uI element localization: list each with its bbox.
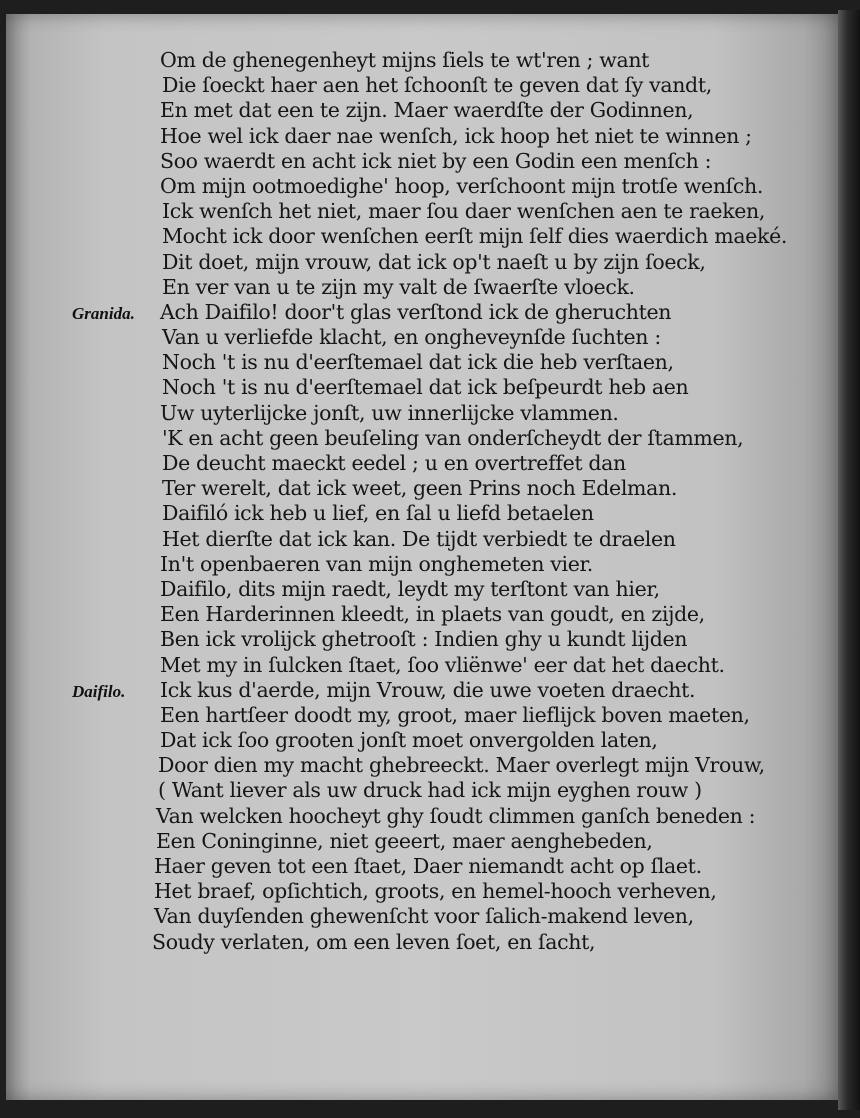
paper-page — [6, 14, 838, 1100]
verse-text: Soo waerdt en acht ick niet by een Godin een menſch : — [160, 148, 712, 173]
verse-line — [6, 552, 838, 577]
verse-text: Van welcken hoocheyt ghy ſoudt climmen ganſch beneden : — [156, 803, 756, 828]
verse-line — [6, 627, 838, 652]
verse-text: En met dat een te zijn. Maer waerdſte der Godinnen, — [160, 98, 694, 123]
verse-line — [6, 476, 838, 501]
verse-text: Ben ick vrolijck ghetrooſt : Indien ghy u kundt lijden — [160, 627, 688, 652]
verse-text: Dat ick ſoo grooten jonſt moet onvergolden laten, — [160, 728, 658, 753]
verse-text: Dit doet, mijn vrouw, dat ick op't naeſt u by zijn ſoeck, — [162, 249, 706, 274]
verse-line — [6, 527, 838, 552]
verse-line — [6, 829, 838, 854]
verse-text: ( Want liever als uw druck had ick mijn eyghen rouw ) — [158, 778, 702, 803]
verse-line — [6, 250, 838, 275]
verse-text: Ick kus d'aerde, mijn Vrouw, die uwe voeten draecht. — [160, 677, 696, 702]
verse-text: Een Harderinnen kleedt, in plaets van goudt, en zijde, — [160, 602, 705, 627]
verse-text: Mocht ick door wenſchen eerſt mijn ſelf dies waerdich maeké. — [162, 224, 788, 249]
verse-line — [6, 375, 838, 400]
verse-text: De deucht maeckt eedel ; u en overtreffet dan — [162, 451, 626, 475]
verse-line — [6, 48, 838, 73]
verse-text: Een Coninginne, niet geeert, maer aenghebeden, — [156, 828, 653, 853]
verse-line — [6, 778, 838, 803]
verse-line — [6, 174, 838, 199]
verse-text: Door dien my macht ghebreeckt. Maer overlegt mijn Vrouw, — [158, 753, 765, 778]
verse-line — [6, 149, 838, 174]
verse-line — [6, 224, 838, 249]
verse-text: Om mijn ootmoedighe' hoop, verſchoont mijn trotſe wenſch. — [160, 173, 764, 198]
verse-text: Noch 't is nu d'eerſtemael dat ick die heb verſtaen, — [162, 350, 674, 375]
verse-line — [6, 350, 838, 375]
verse-text: Soudy verlaten, om een leven ſoet, en ſacht, — [152, 929, 596, 954]
verse-line — [6, 703, 838, 728]
speaker-label-daifilo: Daifilo. — [72, 681, 126, 701]
verse-line — [6, 73, 838, 98]
verse-line — [6, 577, 838, 602]
verse-line — [6, 401, 838, 426]
book-spine-shadow — [838, 10, 860, 1110]
verse-text: Met my in ſulcken ſtaet, ſoo vliënwe' eer dat het daecht. — [160, 652, 725, 677]
verse-line — [6, 728, 838, 753]
verse-line — [6, 300, 838, 325]
verse-line — [6, 426, 838, 451]
verse-text: Noch 't is nu d'eerſtemael dat ick beſpeurdt heb aen — [162, 375, 689, 400]
verse-text: Daifiló ick heb u lief, en ſal u liefd betaelen — [162, 501, 594, 526]
verse-text: Een hartſeer doodt my, groot, maer lieflijck boven maeten, — [160, 702, 750, 727]
verse-line — [6, 904, 838, 929]
verse-line — [6, 275, 838, 300]
verse-line — [6, 930, 838, 955]
verse-line — [6, 653, 838, 678]
verse-text: En ver van u te zijn my valt de ſwaerſte vloeck. — [162, 274, 635, 299]
verse-text: Die ſoeckt haer aen het ſchoonſt te geven dat ſy vandt, — [162, 73, 712, 98]
verse-line — [6, 804, 838, 829]
verse-text: Het dierſte dat ick kan. De tijdt verbiedt te draelen — [162, 526, 676, 551]
verse-text: Om de ghenegenheyt mijns ſiels te wt'ren ; want — [160, 48, 650, 72]
verse-line — [6, 199, 838, 224]
verse-line — [6, 602, 838, 627]
speaker-label-granida: Granida. — [72, 303, 135, 323]
verse-text: Ach Daifilo! door't glas verſtond ick de gheruchten — [160, 299, 672, 324]
verse-line — [6, 678, 838, 703]
verse-text: Ick wenſch het niet, maer ſou daer wenſchen aen te raeken, — [162, 199, 766, 224]
verse-text: In't openbaeren van mijn onghemeten vier. — [160, 551, 593, 576]
verse-line — [6, 124, 838, 149]
verse-text: Haer geven tot een ſtaet, Daer niemandt acht op ſlaet. — [154, 854, 702, 878]
verse-line — [6, 501, 838, 526]
verse-line — [6, 325, 838, 350]
verse-line — [6, 879, 838, 904]
verse-line — [6, 451, 838, 476]
verse-line — [6, 98, 838, 123]
verse-line — [6, 854, 838, 879]
verse-line — [6, 753, 838, 778]
verse-text: 'K en acht geen beuſeling van onderſcheydt der ſtammen, — [162, 425, 744, 450]
verse-text: Daifilo, dits mijn raedt, leydt my terſtont van hier, — [160, 576, 660, 601]
verse-text: Hoe wel ick daer nae wenſch, ick hoop het niet te winnen ; — [160, 123, 752, 148]
verse-text: Het braef, opſichtich, groots, en hemel-hooch verheven, — [154, 879, 717, 904]
verse-text-block — [6, 48, 838, 955]
verse-text: Uw uyterlijcke jonſt, uw innerlijcke vlammen. — [160, 400, 619, 425]
verse-text: Ter werelt, dat ick weet, geen Prins noch Edelman. — [162, 476, 678, 501]
verse-text: Van u verliefde klacht, en ongheveynſde ſuchten : — [162, 325, 661, 350]
verse-text: Van duyſenden ghewenſcht voor ſalich-makend leven, — [154, 904, 694, 929]
